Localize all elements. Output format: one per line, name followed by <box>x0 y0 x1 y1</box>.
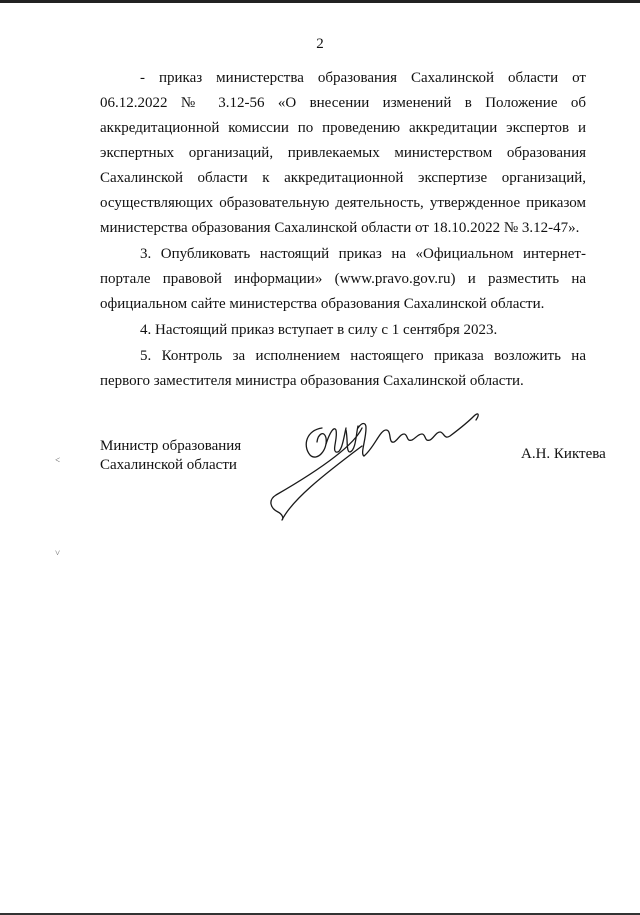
signatory-title-line2: Сахалинской области <box>100 457 237 473</box>
scan-speck: ˅ <box>55 548 61 558</box>
paragraph-order-reference: - приказ министерства образования Сахалинской области от 06.12.2022 № 3.12-56 «О внесении изменений в Положение об аккредитационной комиссии по проведению аккредитации экспертов и экспертных организаций, привлекаемых министерством образования Сахалинской области к аккредитационной экспертизе организаций, осуществляющих образовательную деятельность, утвержденное приказом министерства образования Сахалинской области от 18.10.2022 № 3.12-47». <box>100 70 586 236</box>
scan-speck: ˂ <box>55 455 61 465</box>
signatory-name: А.Н. Киктева <box>521 446 606 462</box>
signatory-title <box>100 437 241 475</box>
paragraph-item-4: 4. Настоящий приказ вступает в силу с 1 сентября 2023. <box>140 322 498 338</box>
signatory-title-line1: Министр образования <box>100 438 242 454</box>
paragraph-item-3: 3. Опубликовать настоящий приказ на «Официальном интернет-портале правовой информации» (www.pravo.gov.ru) и разместить на официальном сайте министерства образования Сахалинской области. <box>100 246 586 312</box>
top-border <box>0 0 640 3</box>
handwritten-signature <box>262 400 492 525</box>
body-text <box>100 66 586 394</box>
paragraph-item-5: 5. Контроль за исполнением настоящего приказа возложить на первого заместителя министра образования Сахалинской области. <box>100 348 586 389</box>
page-number: 2 <box>316 36 324 52</box>
